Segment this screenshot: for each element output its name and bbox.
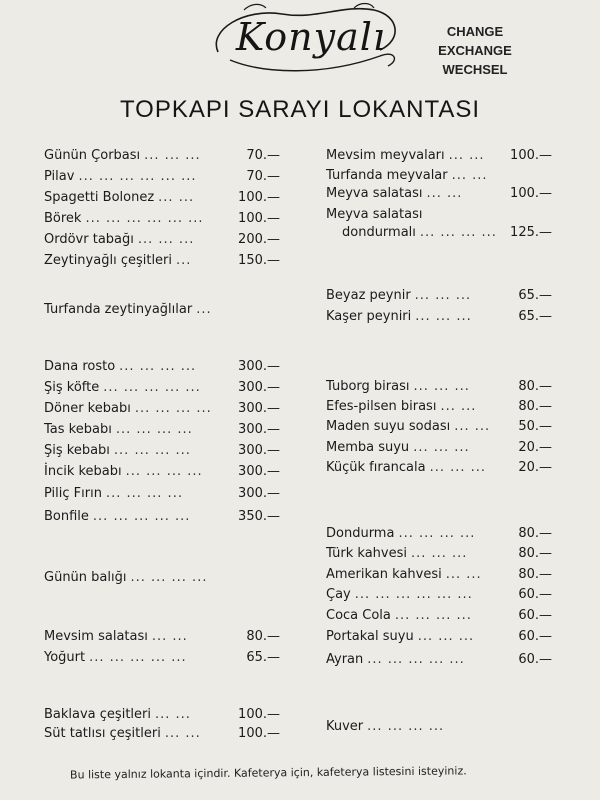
item-dots: ...	[196, 302, 212, 317]
item-dots: ... ... ...	[137, 232, 195, 247]
menu-item	[326, 606, 552, 626]
item-price: 300.—	[238, 359, 280, 374]
item-dots: ... ... ...	[413, 379, 470, 394]
item-price: 60.—	[518, 608, 552, 623]
menu-item	[44, 568, 280, 588]
item-dots: ... ...	[445, 567, 482, 582]
item-dots: ... ... ... ... ...	[89, 650, 187, 665]
item-dots: ... ... ... ... ... ...	[78, 169, 197, 184]
item-price: 100.—	[238, 726, 280, 741]
item-name: Kaşer peyniri	[326, 309, 412, 324]
item-name: Kuver	[326, 719, 364, 734]
menu-item	[326, 146, 552, 166]
menu-item	[326, 166, 552, 186]
item-dots: ... ... ... ...	[119, 359, 197, 374]
item-price: 300.—	[238, 380, 280, 395]
item-price: 300.—	[238, 443, 280, 458]
menu-item	[326, 205, 552, 225]
menu-item	[326, 417, 552, 437]
item-price: 300.—	[238, 464, 280, 479]
exchange-line-exchange: EXCHANGE	[438, 43, 512, 58]
item-price: 100.—	[510, 186, 552, 201]
item-name: Spagetti Bolonez	[44, 190, 155, 205]
menu-item	[44, 209, 280, 229]
item-dots: ... ... ...	[429, 460, 487, 475]
item-price: 80.—	[518, 399, 552, 414]
item-price: 20.—	[518, 440, 552, 455]
item-dots: ... ... ... ...	[125, 464, 203, 479]
menu-item	[326, 377, 552, 397]
item-price: 150.—	[238, 253, 280, 268]
page-title: TOPKAPI SARAYI LOKANTASI	[119, 96, 481, 123]
item-name: Amerikan kahvesi	[326, 567, 442, 582]
item-dots: ... ... ... ...	[130, 570, 208, 585]
footer-note: Bu liste yalnız lokanta içindir. Kafeterya için, kafeterya listesini isteyiniz.	[69, 764, 467, 782]
item-price: 50.—	[518, 419, 552, 434]
menu-item	[44, 420, 280, 440]
menu-item	[326, 307, 552, 327]
item-name: Çay	[326, 587, 351, 602]
item-price: 80.—	[518, 546, 552, 561]
item-price: 60.—	[518, 629, 552, 644]
menu-item	[326, 184, 552, 204]
item-dots: ... ...	[154, 707, 191, 722]
konyali-logo	[204, 0, 408, 82]
item-dots: ... ... ... ...	[394, 608, 472, 623]
item-dots: ... ... ... ... ...	[103, 380, 201, 395]
item-price: 300.—	[238, 422, 280, 437]
menu-item	[44, 146, 280, 166]
exchange-notice	[410, 22, 540, 79]
item-price: 20.—	[518, 460, 552, 475]
item-name: Coca Cola	[326, 608, 391, 623]
item-price: 300.—	[238, 486, 280, 501]
item-dots: ... ... ...	[415, 309, 472, 324]
item-price: 65.—	[518, 288, 552, 303]
menu-item	[44, 724, 280, 744]
item-name: Turfanda meyvalar	[326, 168, 448, 183]
menu-item	[44, 705, 280, 725]
item-name: Süt tatlısı çeşitleri	[44, 726, 161, 741]
menu-item	[326, 585, 552, 605]
item-name: Beyaz peynir	[326, 288, 411, 303]
item-dots: ... ... ...	[413, 440, 470, 455]
item-name: Börek	[44, 211, 82, 226]
menu-item	[44, 251, 280, 271]
item-name: Ordövr tabağı	[44, 232, 134, 247]
menu-item	[342, 223, 552, 243]
item-name: Piliç Fırın	[44, 486, 102, 501]
item-name: Yoğurt	[44, 650, 86, 665]
item-price: 80.—	[518, 526, 552, 541]
menu-item	[44, 627, 280, 647]
item-price: 80.—	[518, 379, 552, 394]
menu-item	[44, 507, 280, 527]
item-price: 80.—	[518, 567, 552, 582]
item-name: Günün balığı	[44, 570, 127, 585]
menu-item	[44, 484, 280, 504]
item-dots: ... ... ... ...	[105, 486, 183, 501]
item-dots: ... ...	[454, 419, 491, 434]
item-name: Şiş kebabı	[44, 443, 110, 458]
item-name: Tuborg birası	[326, 379, 410, 394]
item-price: 60.—	[518, 587, 552, 602]
menu-item	[326, 458, 552, 478]
item-price: 100.—	[510, 148, 552, 163]
item-name: Efes-pilsen birası	[326, 399, 437, 414]
menu-item	[326, 544, 552, 564]
item-price: 300.—	[238, 401, 280, 416]
menu-item	[326, 627, 552, 647]
item-dots: ... ...	[158, 190, 195, 205]
item-name: Zeytinyağlı çeşitleri	[44, 253, 173, 268]
item-price: 70.—	[246, 169, 280, 184]
item-name: Mevsim salatası	[44, 629, 148, 644]
item-name: Döner kebabı	[44, 401, 131, 416]
item-name: Memba suyu	[326, 440, 410, 455]
item-dots: ... ...	[164, 726, 201, 741]
item-name: Dana rosto	[44, 359, 116, 374]
item-name: dondurmalı	[342, 225, 416, 240]
menu-item	[326, 397, 552, 417]
item-name: Günün Çorbası	[44, 148, 141, 163]
menu-item	[326, 650, 552, 670]
item-dots: ... ... ... ... ...	[367, 652, 465, 667]
item-dots: ... ...	[448, 148, 485, 163]
item-name: Mevsim meyvaları	[326, 148, 445, 163]
item-name: Maden suyu sodası	[326, 419, 451, 434]
item-price: 65.—	[246, 650, 280, 665]
item-name: Turfanda zeytinyağlılar	[44, 302, 193, 317]
exchange-line-wechsel: WECHSEL	[442, 62, 508, 77]
item-price: 100.—	[238, 211, 280, 226]
item-dots: ... ... ...	[410, 546, 468, 561]
item-price: 350.—	[238, 509, 280, 524]
exchange-line-change: CHANGE	[446, 24, 504, 39]
item-name: Tas kebabı	[44, 422, 112, 437]
item-name: Meyva salatası	[326, 186, 423, 201]
item-name: Dondurma	[326, 526, 395, 541]
item-dots: ... ... ...	[414, 288, 472, 303]
item-name: Şiş köfte	[44, 380, 100, 395]
logo-text: Konyalı	[235, 15, 387, 59]
menu-item	[326, 524, 552, 544]
item-dots: ... ...	[451, 168, 488, 183]
item-dots: ... ... ... ...	[419, 225, 497, 240]
item-price: 200.—	[238, 232, 280, 247]
item-name: Pilav	[44, 169, 75, 184]
menu-item	[44, 441, 280, 461]
item-price: 80.—	[246, 629, 280, 644]
menu-item	[326, 717, 516, 737]
item-dots: ... ...	[151, 629, 188, 644]
menu-item	[326, 438, 552, 458]
menu-item	[44, 188, 280, 208]
item-dots: ... ... ... ...	[367, 719, 445, 734]
item-dots: ...	[176, 253, 192, 268]
menu-item	[44, 399, 280, 419]
item-dots: ... ... ... ...	[115, 422, 193, 437]
item-name: İncik kebabı	[44, 464, 122, 479]
item-dots: ... ... ... ...	[134, 401, 212, 416]
item-dots: ... ... ... ... ... ...	[354, 587, 473, 602]
item-dots: ... ... ... ... ...	[92, 509, 191, 524]
item-price: 70.—	[246, 148, 280, 163]
item-name: Ayran	[326, 652, 364, 667]
item-name: Portakal suyu	[326, 629, 414, 644]
item-price: 65.—	[518, 309, 552, 324]
item-dots: ... ... ... ... ... ...	[85, 211, 204, 226]
menu-item	[44, 357, 280, 377]
item-dots: ... ... ... ...	[113, 443, 191, 458]
menu-item	[44, 648, 280, 668]
item-price: 100.—	[238, 190, 280, 205]
item-dots: ... ...	[440, 399, 477, 414]
menu-item	[44, 462, 280, 482]
menu-item	[44, 378, 280, 398]
item-name: Bonfile	[44, 509, 89, 524]
item-dots: ... ...	[426, 186, 463, 201]
item-price: 125.—	[510, 225, 552, 240]
menu-item	[44, 230, 280, 250]
item-name: Türk kahvesi	[326, 546, 407, 561]
item-price: 60.—	[518, 652, 552, 667]
menu-item	[44, 300, 280, 320]
menu-item	[326, 565, 552, 585]
item-price: 100.—	[238, 707, 280, 722]
item-name: Küçük fırancala	[326, 460, 426, 475]
menu-item	[44, 167, 280, 187]
item-name: Meyva salatası	[326, 207, 423, 222]
item-dots: ... ... ... ...	[398, 526, 476, 541]
item-dots: ... ... ...	[417, 629, 475, 644]
item-name: Baklava çeşitleri	[44, 707, 151, 722]
menu-item	[326, 286, 552, 306]
item-dots: ... ... ...	[144, 148, 201, 163]
